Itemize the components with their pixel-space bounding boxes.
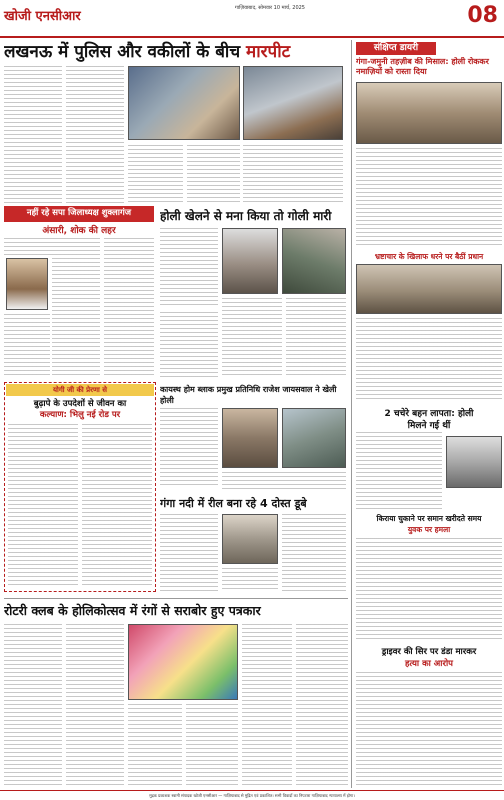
yoga-box-text-2	[82, 424, 152, 588]
rotary-text-4	[186, 704, 238, 786]
page-number: 08	[467, 3, 498, 28]
rotary-headline: रोटरी क्लब के होलिकोत्सव में रंगों से सराबोर हुए पत्रकार	[4, 603, 261, 618]
block-head-photo-1	[222, 408, 278, 468]
lead-headline-part2: मारपीट	[246, 42, 291, 62]
murder-text	[356, 672, 502, 786]
masthead	[0, 0, 504, 38]
deputy-text-b	[52, 238, 100, 378]
deputy-portrait	[6, 258, 48, 310]
corruption-photo	[356, 264, 502, 314]
imprint-footer: मुद्रक प्रकाशक स्वामी संपादक खोजी एनसीआर — गाज़ियाबाद से मुद्रित एवं प्रकाशित। सभी विवादों का निपटारा गाज़ियाबाद न्यायालय में होगा।	[0, 790, 504, 800]
murder-headline-1: ड्राइवर की सिर पर डंडा मारकर	[381, 647, 477, 657]
holi-ban-headline: होली खेलने से मना किया तो गोली मारी	[160, 209, 332, 223]
deputy-text-c	[104, 238, 154, 378]
missing-headline-2: मिलने गई थीं	[407, 421, 451, 431]
sidebar-separator	[351, 40, 352, 788]
stab-headline-2: युवक पर हमला	[407, 525, 451, 534]
yoga-box-title: योगी जी की प्रेरणा से	[6, 384, 154, 396]
lead-text-col2	[66, 66, 124, 204]
brand-title: खोजी एनसीआर	[4, 9, 81, 24]
corruption-headline: भ्रष्टाचार के खिलाफ धरने पर बैठीं प्रधान	[374, 252, 484, 261]
ganga-headline: गंगा नदी में रील बना रहे 4 दोस्त डूबे	[160, 497, 307, 510]
missing-text	[356, 432, 442, 510]
diary-text	[356, 148, 502, 248]
lead-text-col5	[243, 145, 343, 205]
ganga-photo	[222, 514, 278, 564]
rotary-text-1	[4, 624, 62, 786]
ganga-text-3	[222, 568, 278, 592]
lead-text-col1	[4, 66, 62, 204]
corruption-text	[356, 318, 502, 402]
holi-ban-text-1	[160, 228, 218, 308]
diary-headline: गंगा-जमुनी तहज़ीब की मिसाल: होली रोककर नमाज़ियों को रास्ता दिया	[356, 57, 489, 76]
rotary-text-5	[242, 624, 292, 786]
lead-headline-part1: लखनऊ में पुलिस और वकीलों के बीच	[4, 42, 247, 62]
rotary-text-2	[66, 624, 124, 786]
block-head-headline: कायस्थ होम ब्लाक प्रमुख प्रतिनिधि राजेश जायसवाल ने खेली होली	[160, 385, 337, 405]
holi-ban-photo-2	[282, 228, 346, 294]
lead-text-col4	[187, 145, 240, 205]
rotary-text-3	[128, 704, 182, 786]
yoga-box-headline-1: बुढ़ापे के उपदेशों से जीवन का	[33, 399, 127, 409]
block-head-text-1	[160, 408, 218, 488]
ganga-text-2	[282, 514, 346, 592]
missing-photo	[446, 436, 502, 488]
diary-title: संक्षिप्त डायरी	[356, 42, 436, 55]
yoga-box-headline-2: कल्याण: भिलु नई रोड पर	[39, 410, 121, 420]
deputy-text-a	[4, 238, 52, 256]
holi-ban-text-4	[160, 312, 218, 378]
deputy-banner-line2: अंसारी, शोक की लहर	[42, 226, 116, 236]
rotary-text-6	[296, 624, 348, 786]
deputy-banner-line1: नहीं रहे सपा जिलाध्यक्ष शुक्लागंज	[4, 206, 154, 222]
holi-ban-text-2	[222, 298, 282, 378]
rotary-divider	[4, 598, 348, 599]
block-head-photo-2	[282, 408, 346, 468]
missing-headline-1: 2 चचेरे बहन लापता: होली	[384, 409, 474, 419]
deputy-text-d	[4, 314, 50, 378]
yoga-box-text-1	[8, 424, 78, 588]
lead-text-col3	[128, 145, 183, 205]
holi-ban-text-3	[286, 298, 346, 378]
murder-headline-2: हत्या का आरोप	[405, 659, 453, 669]
stab-text	[356, 538, 502, 642]
lead-photo-1	[128, 66, 240, 140]
rotary-photo	[128, 624, 238, 700]
block-head-text-2	[222, 472, 346, 492]
dateline: गाज़ियाबाद, सोमवार 10 मार्च, 2025	[235, 5, 305, 11]
lead-headline	[4, 41, 344, 63]
stab-headline-1: किराया चुकाने पर समान खरीदते समय	[376, 514, 482, 523]
lead-photo-2	[243, 66, 343, 140]
ganga-text-1	[160, 514, 218, 592]
diary-photo	[356, 82, 502, 144]
holi-ban-photo-1	[222, 228, 278, 294]
